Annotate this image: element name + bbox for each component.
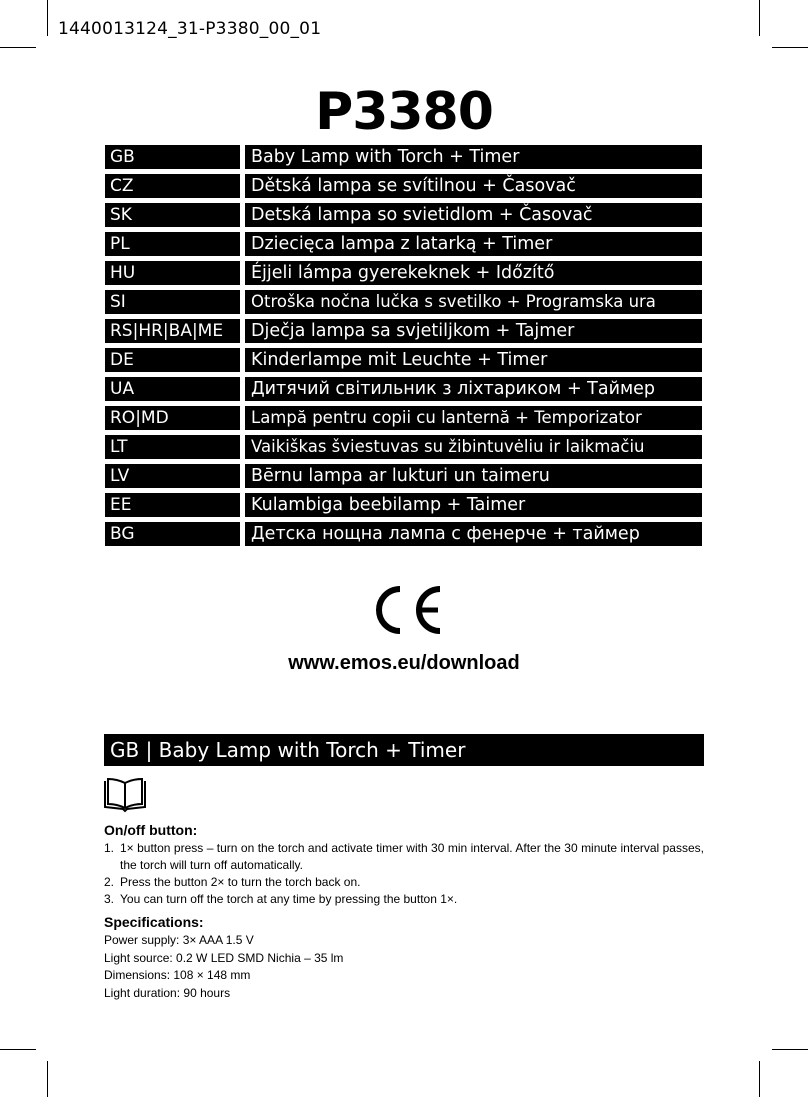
- language-row: [105, 493, 702, 517]
- crop-mark: [772, 47, 808, 48]
- list-item: [104, 840, 704, 874]
- step-number: 1.: [104, 841, 115, 855]
- language-table: [105, 145, 702, 551]
- crop-mark: [772, 1049, 808, 1050]
- language-row: [105, 435, 702, 459]
- crop-mark: [759, 0, 760, 36]
- language-name: Dětská lampa se svítilnou + Časovač: [245, 174, 702, 198]
- language-code: HU: [105, 261, 240, 285]
- crop-mark: [759, 1061, 760, 1097]
- step-text: Press the button 2× to turn the torch back on.: [120, 875, 361, 889]
- crop-mark: [0, 47, 36, 48]
- language-row: [105, 290, 702, 314]
- list-item: [104, 874, 704, 891]
- language-name: Дитячий світильник з ліхтариком + Таймер: [245, 377, 702, 401]
- language-row: [105, 145, 702, 169]
- language-name: Otroška nočna lučka s svetilko + Programska ura: [245, 290, 702, 314]
- onoff-heading: On/off button:: [104, 822, 198, 838]
- language-row: [105, 522, 702, 546]
- language-row: [105, 377, 702, 401]
- spec-line: Dimensions: 108 × 148 mm: [104, 968, 251, 982]
- language-row: [105, 406, 702, 430]
- language-row: [105, 203, 702, 227]
- language-code: BG: [105, 522, 240, 546]
- language-row: [105, 464, 702, 488]
- language-code: EE: [105, 493, 240, 517]
- onoff-steps: [104, 840, 704, 908]
- language-code: DE: [105, 348, 240, 372]
- language-code: PL: [105, 232, 240, 256]
- section-title: GB | Baby Lamp with Torch + Timer: [104, 734, 704, 766]
- language-code: SK: [105, 203, 240, 227]
- language-name: Éjjeli lámpa gyerekeknek + Időzítő: [245, 261, 702, 285]
- crop-mark: [0, 1049, 36, 1050]
- language-name: Kulambiga beebilamp + Taimer: [245, 493, 702, 517]
- instructions: [104, 822, 704, 1002]
- language-name: Lampă pentru copii cu lanternă + Temporizator: [245, 406, 702, 430]
- step-number: 3.: [104, 892, 115, 906]
- step-number: 2.: [104, 875, 115, 889]
- language-name: Bērnu lampa ar lukturi un taimeru: [245, 464, 702, 488]
- language-name: Dziecięca lampa z latarką + Timer: [245, 232, 702, 256]
- spec-line: Light source: 0.2 W LED SMD Nichia – 35 lm: [104, 950, 344, 965]
- download-url: www.emos.eu/download: [288, 652, 520, 674]
- document-code: 1440013124_31-P3380_00_01: [58, 19, 322, 39]
- step-text: 1× button press – turn on the torch and activate timer with 30 min interval. After the 30 minute interval passes, the torch will turn off automatically.: [120, 841, 704, 872]
- language-name: Kinderlampe mit Leuchte + Timer: [245, 348, 702, 372]
- manual-book-icon: [103, 777, 147, 813]
- crop-mark: [47, 1061, 48, 1097]
- language-name: Baby Lamp with Torch + Timer: [245, 145, 702, 169]
- language-code: CZ: [105, 174, 240, 198]
- language-name: Dječja lampa sa svjetiljkom + Tajmer: [245, 319, 702, 343]
- language-code: SI: [105, 290, 240, 314]
- language-row: [105, 174, 702, 198]
- spec-line: Power supply: 3× AAA 1.5 V: [104, 933, 254, 947]
- list-item: [104, 891, 704, 908]
- language-code: RS|HR|BA|ME: [105, 319, 240, 343]
- language-row: [105, 348, 702, 372]
- spec-line: Light duration: 90 hours: [104, 985, 231, 1000]
- language-name: Детска нощна лампа с фенерче + таймер: [245, 522, 702, 546]
- language-code: LT: [105, 435, 240, 459]
- language-row: [105, 261, 702, 285]
- language-row: [105, 232, 702, 256]
- language-row: [105, 319, 702, 343]
- language-name: Vaikiškas šviestuvas su žibintuvėliu ir laikmačiu: [245, 435, 702, 459]
- ce-mark-icon: [366, 585, 444, 635]
- crop-mark: [47, 0, 48, 36]
- language-name: Detská lampa so svietidlom + Časovač: [245, 203, 702, 227]
- language-code: UA: [105, 377, 240, 401]
- specs-heading: Specifications:: [104, 914, 204, 930]
- model-title: P3380: [315, 82, 493, 142]
- language-code: LV: [105, 464, 240, 488]
- language-code: RO|MD: [105, 406, 240, 430]
- language-code: GB: [105, 145, 240, 169]
- step-text: You can turn off the torch at any time by pressing the button 1×.: [120, 892, 458, 906]
